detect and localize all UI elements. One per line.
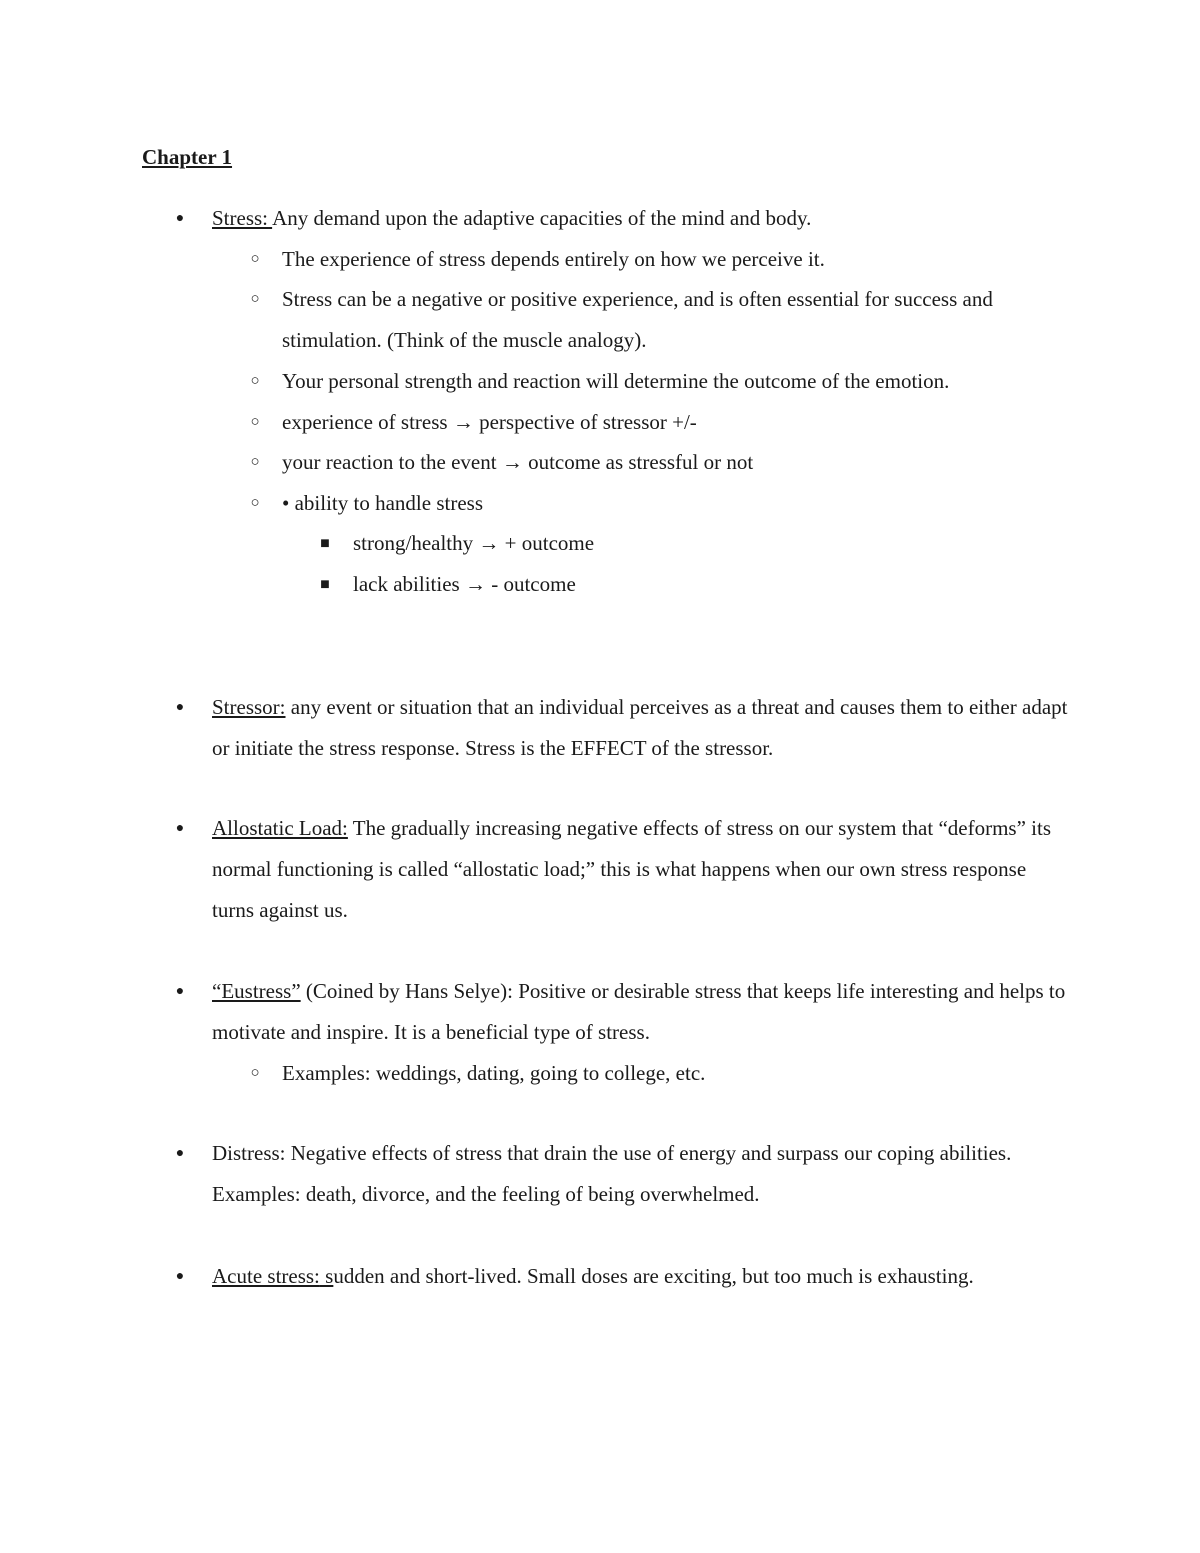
sub-sub-bullet-1: [320, 523, 1073, 564]
sub-bullet-text: Stress can be a negative or positive experience, and is often essential for success and stimulation. (Think of the muscle analogy).: [282, 287, 993, 352]
sub-bullet-text: The experience of stress depends entirely on how we perceive it.: [282, 247, 825, 271]
sub-sub-bullet-text: strong/healthy → + outcome: [353, 531, 595, 555]
sub-bullet-text: your reaction to the event → outcome as stressful or not: [282, 450, 754, 474]
circle-bullet-icon: ○: [250, 251, 260, 267]
sub-sub-bullet-text: lack abilities → - outcome: [353, 572, 576, 596]
bullet-icon: ●: [175, 700, 185, 715]
square-bullet-icon: ■: [320, 576, 330, 593]
bullet-icon: ●: [175, 1269, 185, 1284]
bullet-icon: ●: [175, 821, 185, 836]
chapter-title: Chapter 1: [142, 145, 233, 169]
definition-stress: Any demand upon the adaptive capacities of the mind and body.: [272, 206, 812, 230]
sub-bullet-eustress-examples: [250, 1053, 1072, 1094]
circle-bullet-icon: ○: [250, 414, 260, 430]
term-eustress: “Eustress”: [212, 979, 301, 1003]
sub-bullet-text: • ability to handle stress: [282, 491, 483, 515]
definition-stressor: any event or situation that an individual perceives as a threat and causes them to either adapt or initiate the stress response. Stress is the EFFECT of the stressor.: [212, 695, 1068, 760]
bullet-allostatic-load: [175, 808, 1072, 931]
bullet-stress: [175, 198, 1072, 239]
term-acute-stress-tail: s: [319, 1264, 334, 1288]
definition-distress: Distress: Negative effects of stress that drain the use of energy and surpass our coping abilities. Examples: death, divorce, and the feeling of being overwhelmed.: [212, 1141, 1012, 1206]
sub-bullet-2: [250, 279, 1072, 361]
definition-acute-stress: udden and short-lived. Small doses are exciting, but too much is exhausting.: [333, 1264, 974, 1288]
sub-bullet-5: [250, 442, 1072, 483]
circle-bullet-icon: ○: [250, 495, 260, 511]
sub-bullet-text: experience of stress → perspective of stressor +/-: [282, 410, 697, 434]
sub-bullet-4: [250, 402, 1072, 443]
term-allostatic-load: Allostatic Load:: [212, 816, 348, 840]
bullet-icon: ●: [175, 211, 185, 226]
sub-bullet-6: [250, 483, 1072, 524]
bullet-acute-stress: [175, 1256, 1072, 1297]
definition-eustress: (Coined by Hans Selye): Positive or desirable stress that keeps life interesting and helps to motivate and inspire. It is a beneficial type of stress.: [212, 979, 1066, 1044]
bullet-eustress: [175, 971, 1072, 1053]
circle-bullet-icon: ○: [250, 373, 260, 389]
definition-allostatic-load: The gradually increasing negative effects of stress on our system that “deforms” its normal functioning is called “allostatic load;” this is what happens when our own stress response turns against us.: [212, 816, 1051, 922]
term-stress: Stress:: [212, 206, 269, 230]
bullet-stressor: [175, 687, 1072, 769]
square-bullet-icon: ■: [320, 535, 330, 552]
sub-bullet-1: [250, 239, 1072, 280]
term-stressor: Stressor:: [212, 695, 286, 719]
bullet-icon: ●: [175, 984, 185, 999]
circle-bullet-icon: ○: [250, 454, 260, 470]
term-acute-stress: Acute stress:: [212, 1264, 320, 1288]
sub-bullet-3: [250, 361, 1072, 402]
sub-bullet-text: Your personal strength and reaction will determine the outcome of the emotion.: [282, 369, 950, 393]
bullet-icon: ●: [175, 1146, 185, 1161]
bullet-distress: [175, 1133, 1072, 1215]
circle-bullet-icon: ○: [250, 291, 260, 307]
sub-bullet-text: Examples: weddings, dating, going to college, etc.: [282, 1061, 706, 1085]
sub-sub-bullet-2: [320, 564, 1073, 605]
circle-bullet-icon: ○: [250, 1065, 260, 1081]
